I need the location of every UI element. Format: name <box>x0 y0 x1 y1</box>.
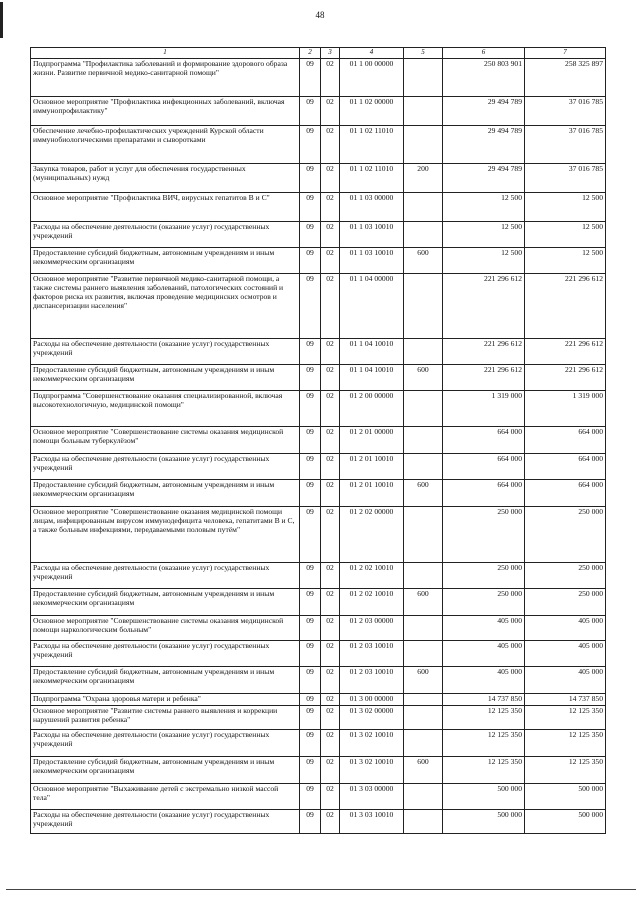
section-code-cell: 09 <box>300 641 321 667</box>
subsection-code-cell: 02 <box>321 507 340 563</box>
row-name-cell: Предоставление субсидий бюджетным, автономным учреждениям и иным некоммерческим организациям <box>31 757 300 784</box>
amount-year1-cell: 250 000 <box>443 589 525 616</box>
subsection-code-cell: 02 <box>321 126 340 164</box>
target-article-cell: 01 1 04 00000 <box>340 274 404 339</box>
row-name-cell: Основное мероприятие "Совершенствование системы оказания медицинской помощи наркологическим больным" <box>31 616 300 641</box>
row-name-cell: Расходы на обеспечение деятельности (оказание услуг) государственных учреждений <box>31 339 300 365</box>
subsection-code-cell: 02 <box>321 248 340 274</box>
subsection-code-cell: 02 <box>321 667 340 694</box>
section-code-cell: 09 <box>300 589 321 616</box>
row-name-cell: Расходы на обеспечение деятельности (оказание услуг) государственных учреждений <box>31 222 300 248</box>
section-code-cell: 09 <box>300 365 321 391</box>
amount-year1-cell: 405 000 <box>443 667 525 694</box>
amount-year2-cell: 221 296 612 <box>525 365 606 391</box>
section-code-cell: 09 <box>300 454 321 480</box>
section-code-cell: 09 <box>300 97 321 126</box>
expense-type-cell <box>404 339 443 365</box>
subsection-code-cell: 02 <box>321 757 340 784</box>
amount-year1-cell: 29 494 789 <box>443 126 525 164</box>
section-code-cell: 09 <box>300 339 321 365</box>
table-row <box>31 810 606 834</box>
subsection-code-cell: 02 <box>321 427 340 454</box>
table-body <box>31 59 606 834</box>
scan-edge-mark <box>0 2 3 38</box>
expense-type-cell <box>404 641 443 667</box>
amount-year2-cell: 405 000 <box>525 616 606 641</box>
amount-year1-cell: 500 000 <box>443 810 525 834</box>
row-name-cell: Закупка товаров, работ и услуг для обеспечения государственных (муниципальных) нужд <box>31 164 300 193</box>
amount-year1-cell: 12 125 350 <box>443 757 525 784</box>
subsection-code-cell: 02 <box>321 59 340 97</box>
table-row <box>31 126 606 164</box>
section-code-cell: 09 <box>300 59 321 97</box>
row-name-cell: Обеспечение лечебно-профилактических учреждений Курской области иммунобиологическими препаратами и сыворотками <box>31 126 300 164</box>
row-name-cell: Основное мероприятие "Профилактика инфекционных заболеваний, включая иммунопрофилактику" <box>31 97 300 126</box>
amount-year2-cell: 37 016 785 <box>525 97 606 126</box>
amount-year2-cell: 250 000 <box>525 563 606 589</box>
amount-year1-cell: 12 125 350 <box>443 706 525 730</box>
amount-year2-cell: 12 500 <box>525 193 606 222</box>
table-row <box>31 507 606 563</box>
table-row <box>31 274 606 339</box>
subsection-code-cell: 02 <box>321 730 340 757</box>
row-name-cell: Предоставление субсидий бюджетным, автономным учреждениям и иным некоммерческим организациям <box>31 365 300 391</box>
row-name-cell: Расходы на обеспечение деятельности (оказание услуг) государственных учреждений <box>31 454 300 480</box>
amount-year1-cell: 29 494 789 <box>443 164 525 193</box>
amount-year2-cell: 405 000 <box>525 667 606 694</box>
amount-year2-cell: 12 125 350 <box>525 730 606 757</box>
amount-year2-cell: 250 000 <box>525 589 606 616</box>
page-number: 48 <box>315 10 325 20</box>
amount-year1-cell: 664 000 <box>443 480 525 507</box>
amount-year2-cell: 258 325 897 <box>525 59 606 97</box>
expense-type-cell <box>404 193 443 222</box>
expense-type-cell <box>404 784 443 810</box>
amount-year1-cell: 250 000 <box>443 507 525 563</box>
expense-type-cell <box>404 222 443 248</box>
expense-type-cell: 200 <box>404 164 443 193</box>
section-code-cell: 09 <box>300 126 321 164</box>
subsection-code-cell: 02 <box>321 616 340 641</box>
row-name-cell: Основное мероприятие "Развитие первичной медико-санитарной помощи, а также системы раннего выявления заболеваний, патологических состояний и факторов риска их развития, включая проведение медицинских осмотров и диспансеризации населения" <box>31 274 300 339</box>
amount-year2-cell: 221 296 612 <box>525 339 606 365</box>
target-article-cell: 01 3 02 00000 <box>340 706 404 730</box>
amount-year1-cell: 221 296 612 <box>443 274 525 339</box>
amount-year2-cell: 37 016 785 <box>525 164 606 193</box>
table-row <box>31 694 606 706</box>
section-code-cell: 09 <box>300 810 321 834</box>
subsection-code-cell: 02 <box>321 97 340 126</box>
target-article-cell: 01 1 03 00000 <box>340 193 404 222</box>
table-row <box>31 248 606 274</box>
target-article-cell: 01 1 02 00000 <box>340 97 404 126</box>
expense-type-cell: 600 <box>404 365 443 391</box>
row-name-cell: Предоставление субсидий бюджетным, автономным учреждениям и иным некоммерческим организациям <box>31 667 300 694</box>
table-row <box>31 667 606 694</box>
amount-year2-cell: 664 000 <box>525 480 606 507</box>
table-row <box>31 97 606 126</box>
subsection-code-cell: 02 <box>321 164 340 193</box>
expense-type-cell: 600 <box>404 480 443 507</box>
subsection-code-cell: 02 <box>321 454 340 480</box>
table-row <box>31 427 606 454</box>
subsection-code-cell: 02 <box>321 810 340 834</box>
section-code-cell: 09 <box>300 667 321 694</box>
amount-year2-cell: 405 000 <box>525 641 606 667</box>
subsection-code-cell: 02 <box>321 706 340 730</box>
section-code-cell: 09 <box>300 563 321 589</box>
amount-year1-cell: 664 000 <box>443 427 525 454</box>
expense-type-cell <box>404 706 443 730</box>
section-code-cell: 09 <box>300 427 321 454</box>
target-article-cell: 01 3 03 10010 <box>340 810 404 834</box>
amount-year1-cell: 29 494 789 <box>443 97 525 126</box>
target-article-cell: 01 2 03 10010 <box>340 641 404 667</box>
amount-year2-cell: 12 500 <box>525 248 606 274</box>
row-name-cell: Подпрограмма "Совершенствование оказания специализированной, включая высокотехнологичную, медицинской помощи" <box>31 391 300 427</box>
subsection-code-cell: 02 <box>321 563 340 589</box>
table-row <box>31 616 606 641</box>
amount-year1-cell: 12 500 <box>443 193 525 222</box>
target-article-cell: 01 3 02 10010 <box>340 757 404 784</box>
expense-type-cell <box>404 563 443 589</box>
expense-type-cell <box>404 391 443 427</box>
expense-type-cell <box>404 616 443 641</box>
column-header: 7 <box>525 48 606 59</box>
target-article-cell: 01 2 03 10010 <box>340 667 404 694</box>
row-name-cell: Подпрограмма "Охрана здоровья матери и ребенка" <box>31 694 300 706</box>
amount-year1-cell: 250 803 901 <box>443 59 525 97</box>
budget-table <box>30 47 606 834</box>
row-name-cell: Расходы на обеспечение деятельности (оказание услуг) государственных учреждений <box>31 810 300 834</box>
page-bottom-rule <box>6 889 636 890</box>
amount-year1-cell: 1 319 000 <box>443 391 525 427</box>
target-article-cell: 01 1 04 10010 <box>340 339 404 365</box>
row-name-cell: Расходы на обеспечение деятельности (оказание услуг) государственных учреждений <box>31 563 300 589</box>
table-header-row <box>31 48 606 59</box>
target-article-cell: 01 2 01 00000 <box>340 427 404 454</box>
table-row <box>31 164 606 193</box>
row-name-cell: Основное мероприятие "Выхаживание детей с экстремально низкой массой тела" <box>31 784 300 810</box>
target-article-cell: 01 2 02 10010 <box>340 563 404 589</box>
amount-year2-cell: 14 737 850 <box>525 694 606 706</box>
expense-type-cell <box>404 97 443 126</box>
target-article-cell: 01 3 03 00000 <box>340 784 404 810</box>
expense-type-cell <box>404 730 443 757</box>
amount-year1-cell: 221 296 612 <box>443 339 525 365</box>
row-name-cell: Основное мероприятие "Развитие системы раннего выявления и коррекции нарушений развития ребенка" <box>31 706 300 730</box>
subsection-code-cell: 02 <box>321 391 340 427</box>
expense-type-cell: 600 <box>404 248 443 274</box>
table-row <box>31 784 606 810</box>
expense-type-cell <box>404 694 443 706</box>
row-name-cell: Предоставление субсидий бюджетным, автономным учреждениям и иным некоммерческим организациям <box>31 480 300 507</box>
amount-year2-cell: 12 125 350 <box>525 757 606 784</box>
table-row <box>31 365 606 391</box>
section-code-cell: 09 <box>300 274 321 339</box>
expense-type-cell: 600 <box>404 757 443 784</box>
section-code-cell: 09 <box>300 694 321 706</box>
table-row <box>31 563 606 589</box>
row-name-cell: Предоставление субсидий бюджетным, автономным учреждениям и иным некоммерческим организациям <box>31 589 300 616</box>
amount-year2-cell: 250 000 <box>525 507 606 563</box>
amount-year2-cell: 1 319 000 <box>525 391 606 427</box>
section-code-cell: 09 <box>300 248 321 274</box>
subsection-code-cell: 02 <box>321 222 340 248</box>
subsection-code-cell: 02 <box>321 694 340 706</box>
amount-year2-cell: 37 016 785 <box>525 126 606 164</box>
target-article-cell: 01 2 00 00000 <box>340 391 404 427</box>
table-row <box>31 757 606 784</box>
subsection-code-cell: 02 <box>321 365 340 391</box>
row-name-cell: Основное мероприятие "Совершенствование системы оказания медицинской помощи больным туберкулёзом" <box>31 427 300 454</box>
amount-year2-cell: 500 000 <box>525 784 606 810</box>
row-name-cell: Подпрограмма "Профилактика заболеваний и формирование здорового образа жизни. Развитие первичной медико-санитарной помощи" <box>31 59 300 97</box>
amount-year1-cell: 14 737 850 <box>443 694 525 706</box>
target-article-cell: 01 3 00 00000 <box>340 694 404 706</box>
target-article-cell: 01 1 02 11010 <box>340 164 404 193</box>
subsection-code-cell: 02 <box>321 589 340 616</box>
section-code-cell: 09 <box>300 757 321 784</box>
row-name-cell: Основное мероприятие "Профилактика ВИЧ, вирусных гепатитов В и С" <box>31 193 300 222</box>
target-article-cell: 01 1 00 00000 <box>340 59 404 97</box>
target-article-cell: 01 2 01 10010 <box>340 480 404 507</box>
section-code-cell: 09 <box>300 784 321 810</box>
table-row <box>31 391 606 427</box>
target-article-cell: 01 1 04 10010 <box>340 365 404 391</box>
subsection-code-cell: 02 <box>321 274 340 339</box>
subsection-code-cell: 02 <box>321 193 340 222</box>
section-code-cell: 09 <box>300 164 321 193</box>
table-row <box>31 193 606 222</box>
target-article-cell: 01 2 01 10010 <box>340 454 404 480</box>
amount-year1-cell: 405 000 <box>443 641 525 667</box>
amount-year1-cell: 12 500 <box>443 222 525 248</box>
section-code-cell: 09 <box>300 730 321 757</box>
target-article-cell: 01 2 02 10010 <box>340 589 404 616</box>
table-row <box>31 730 606 757</box>
amount-year1-cell: 500 000 <box>443 784 525 810</box>
column-header: 5 <box>404 48 443 59</box>
expense-type-cell <box>404 274 443 339</box>
subsection-code-cell: 02 <box>321 641 340 667</box>
expense-type-cell: 600 <box>404 589 443 616</box>
amount-year1-cell: 664 000 <box>443 454 525 480</box>
expense-type-cell <box>404 427 443 454</box>
subsection-code-cell: 02 <box>321 784 340 810</box>
table-row <box>31 222 606 248</box>
target-article-cell: 01 1 03 10010 <box>340 222 404 248</box>
target-article-cell: 01 1 02 11010 <box>340 126 404 164</box>
amount-year1-cell: 405 000 <box>443 616 525 641</box>
section-code-cell: 09 <box>300 193 321 222</box>
expense-type-cell <box>404 454 443 480</box>
section-code-cell: 09 <box>300 706 321 730</box>
amount-year2-cell: 12 125 350 <box>525 706 606 730</box>
target-article-cell: 01 2 02 00000 <box>340 507 404 563</box>
expense-type-cell: 600 <box>404 667 443 694</box>
amount-year2-cell: 664 000 <box>525 427 606 454</box>
table-row <box>31 59 606 97</box>
row-name-cell: Расходы на обеспечение деятельности (оказание услуг) государственных учреждений <box>31 641 300 667</box>
table-row <box>31 589 606 616</box>
column-header: 6 <box>443 48 525 59</box>
column-header: 4 <box>340 48 404 59</box>
target-article-cell: 01 1 03 10010 <box>340 248 404 274</box>
amount-year1-cell: 250 000 <box>443 563 525 589</box>
table-row <box>31 454 606 480</box>
column-header: 2 <box>300 48 321 59</box>
subsection-code-cell: 02 <box>321 339 340 365</box>
table-row <box>31 706 606 730</box>
column-header: 3 <box>321 48 340 59</box>
amount-year2-cell: 12 500 <box>525 222 606 248</box>
expense-type-cell <box>404 126 443 164</box>
section-code-cell: 09 <box>300 507 321 563</box>
amount-year1-cell: 221 296 612 <box>443 365 525 391</box>
amount-year2-cell: 500 000 <box>525 810 606 834</box>
expense-type-cell <box>404 59 443 97</box>
section-code-cell: 09 <box>300 616 321 641</box>
target-article-cell: 01 3 02 10010 <box>340 730 404 757</box>
row-name-cell: Расходы на обеспечение деятельности (оказание услуг) государственных учреждений <box>31 730 300 757</box>
amount-year2-cell: 664 000 <box>525 454 606 480</box>
table-row <box>31 641 606 667</box>
subsection-code-cell: 02 <box>321 480 340 507</box>
amount-year1-cell: 12 125 350 <box>443 730 525 757</box>
expense-type-cell <box>404 507 443 563</box>
table-row <box>31 480 606 507</box>
section-code-cell: 09 <box>300 391 321 427</box>
amount-year2-cell: 221 296 612 <box>525 274 606 339</box>
row-name-cell: Предоставление субсидий бюджетным, автономным учреждениям и иным некоммерческим организациям <box>31 248 300 274</box>
target-article-cell: 01 2 03 00000 <box>340 616 404 641</box>
expense-type-cell <box>404 810 443 834</box>
table-row <box>31 339 606 365</box>
section-code-cell: 09 <box>300 480 321 507</box>
amount-year1-cell: 12 500 <box>443 248 525 274</box>
section-code-cell: 09 <box>300 222 321 248</box>
row-name-cell: Основное мероприятие "Совершенствование оказания медицинской помощи лицам, инфицированным вирусом иммунодефицита человека, гепатитами В и С, а также больным инфекциями, передаваемыми половым путём" <box>31 507 300 563</box>
column-header: 1 <box>31 48 300 59</box>
